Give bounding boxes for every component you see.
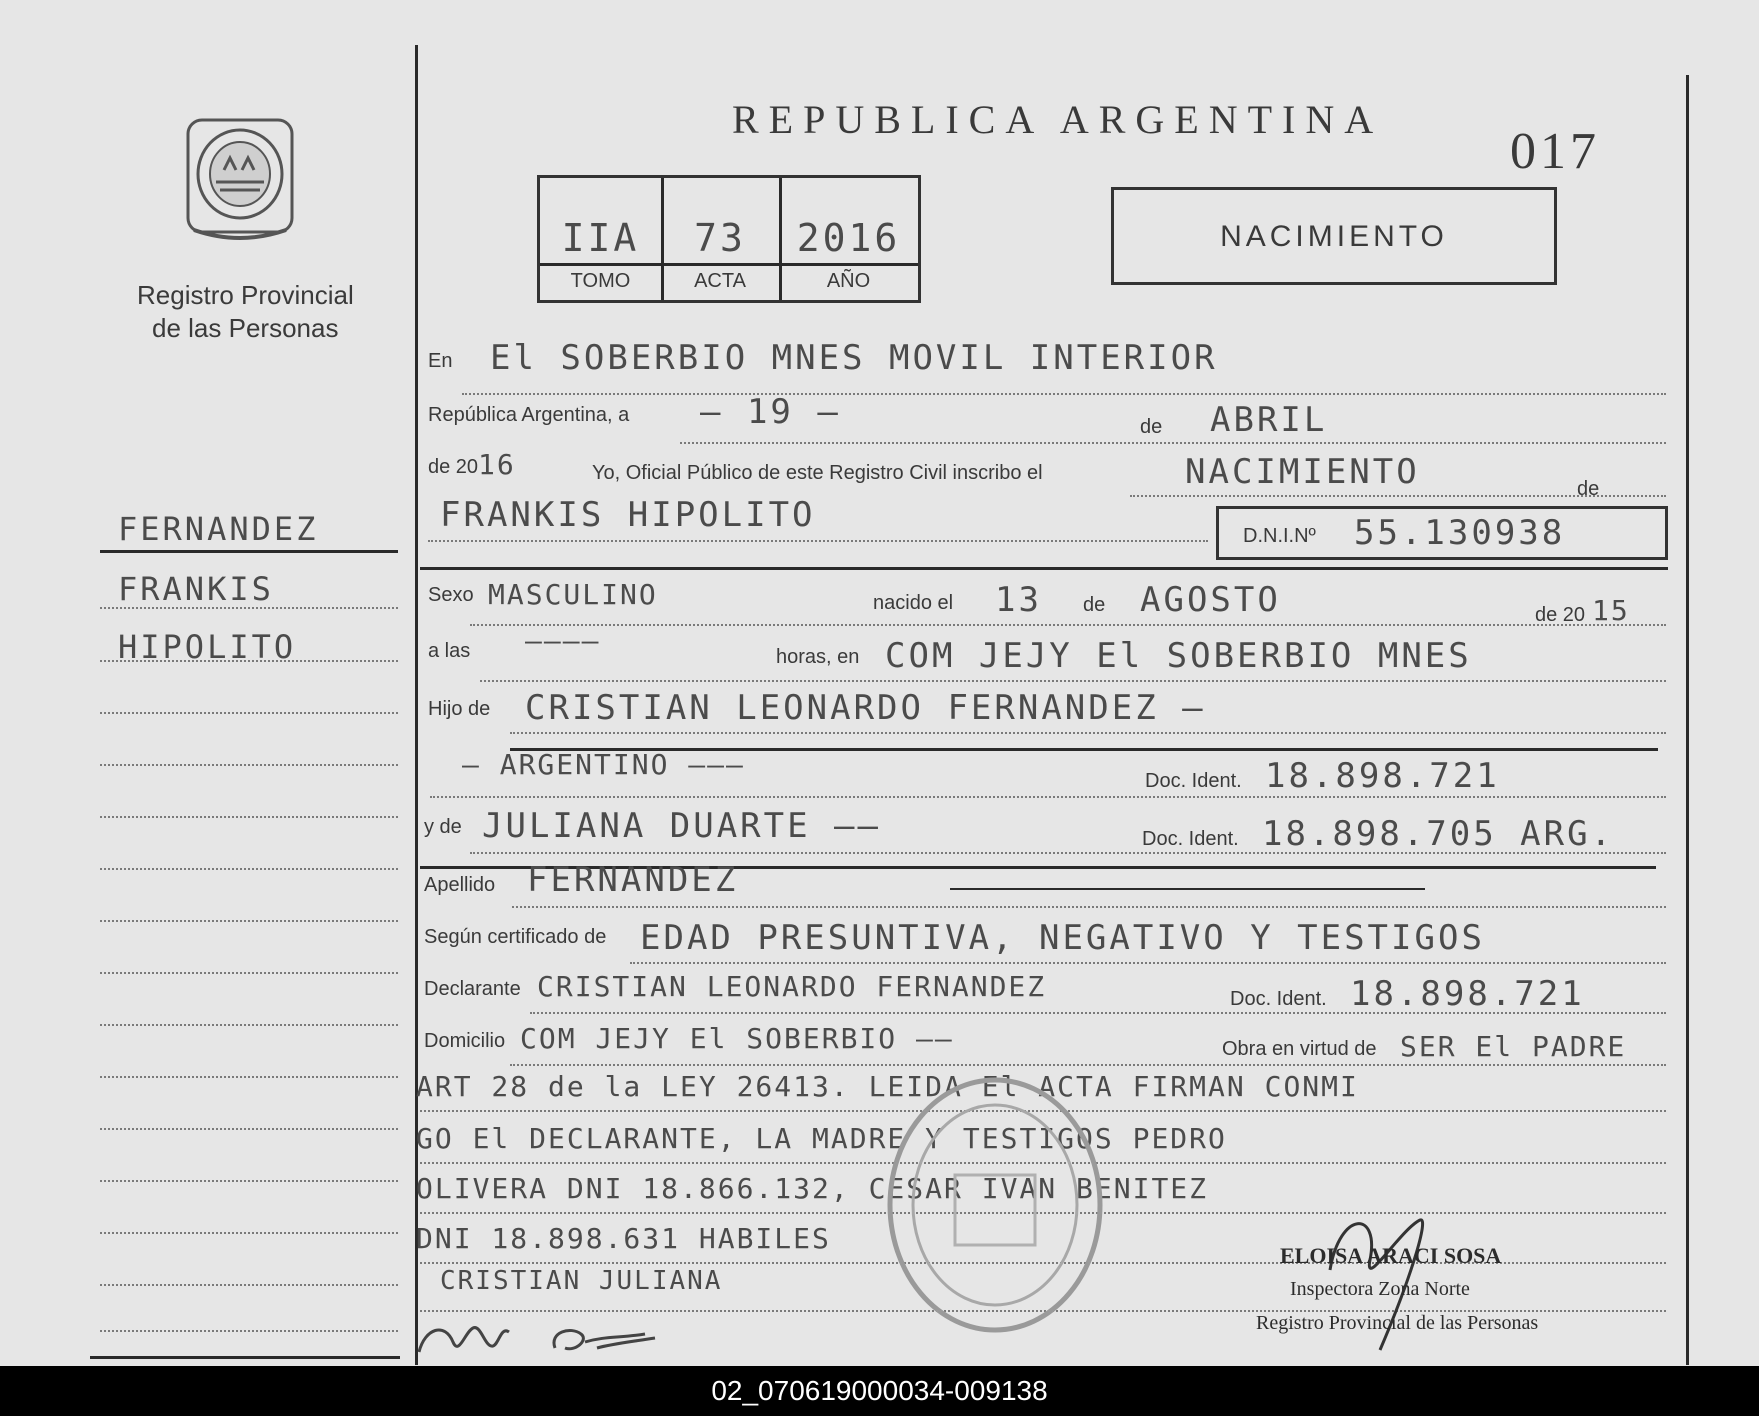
birth-year-prefix: de 20: [1535, 604, 1586, 626]
hours-value: ————: [525, 624, 601, 657]
official-title: Inspectora Zona Norte: [1290, 1278, 1470, 1300]
left-column-divider: [415, 45, 418, 1365]
margin-bottom-rule: [90, 1356, 400, 1359]
province-seal-icon: [180, 112, 300, 252]
month-value: ABRIL: [1210, 400, 1328, 440]
birth-day: 13: [995, 580, 1042, 620]
margin-rule: [100, 1076, 398, 1078]
de-label-3: de: [1083, 594, 1106, 616]
official-name: ELOISA ARACI SOSA: [1280, 1243, 1502, 1268]
form-rule: [510, 732, 1666, 734]
margin-rule: [100, 1284, 398, 1286]
domicilio-value: COM JEJY El SOBERBIO ——: [520, 1022, 954, 1055]
margin-rule: [100, 764, 398, 766]
birth-place: COM JEJY El SOBERBIO MNES: [885, 636, 1472, 676]
ano-value: 2016: [796, 216, 901, 260]
acta-value: 73: [694, 216, 746, 260]
margin-name1: FRANKIS: [118, 570, 274, 608]
apellido-label: Apellido: [424, 874, 496, 896]
year-prefix: de 20: [428, 456, 479, 478]
right-page-border: [1686, 75, 1689, 1365]
sexo-label: Sexo: [428, 584, 474, 606]
child-name: FRANKIS HIPOLITO: [440, 495, 816, 535]
domicilio-label: Domicilio: [424, 1030, 506, 1052]
en-value: El SOBERBIO MNES MOVIL INTERIOR: [490, 338, 1218, 378]
margin-rule: [100, 920, 398, 922]
declarante-value: CRISTIAN LEONARDO FERNANDEZ: [537, 970, 1047, 1003]
notes-line-1: ART 28 de la LEY 26413. LEIDA El ACTA FIRMAN CONMI: [416, 1070, 1359, 1103]
dni-box: [1216, 506, 1668, 560]
segun-label: Según certificado de: [424, 926, 607, 948]
margin-rule: [100, 816, 398, 818]
form-rule: [1130, 495, 1666, 497]
doc-ident-label-3: Doc. Ident.: [1230, 988, 1327, 1010]
margin-underline: [100, 550, 398, 553]
dni-value: 55.130938: [1354, 513, 1566, 553]
republica-label: República Argentina, a: [428, 404, 630, 426]
registry-name-line1: Registro Provincial: [137, 280, 354, 310]
oficial-text: Yo, Oficial Público de este Registro Civil inscribo el: [592, 462, 1043, 484]
apellido-dash: [950, 888, 1425, 890]
yde-label: y de: [424, 816, 462, 838]
margin-rule: [100, 712, 398, 714]
en-label: En: [428, 350, 453, 372]
margin-rule: [100, 1330, 398, 1332]
notes-line-3: OLIVERA DNI 18.866.132, CESAR IVAN BENITEZ: [416, 1172, 1209, 1205]
margin-surname: FERNANDEZ: [118, 510, 319, 548]
sexo-value: MASCULINO: [488, 578, 658, 611]
doc-ident-label: Doc. Ident.: [1145, 770, 1242, 792]
obra-value: SER El PADRE: [1400, 1030, 1627, 1063]
acta-label: ACTA: [694, 270, 746, 292]
declarante-doc: 18.898.721: [1350, 974, 1585, 1014]
mother-name: JULIANA DUARTE ——: [482, 806, 881, 846]
de-label-2: de: [1577, 478, 1600, 500]
tomo-acta-ano-box: [537, 175, 921, 303]
notes-line-5: CRISTIAN JULIANA: [440, 1266, 723, 1296]
form-rule: [530, 1012, 1666, 1014]
form-rule: [470, 624, 1666, 626]
margin-name2: HIPOLITO: [118, 628, 297, 666]
tomo-label: TOMO: [570, 270, 631, 292]
margin-rule: [100, 868, 398, 870]
horas-label: horas, en: [776, 646, 860, 668]
form-rule: [510, 1064, 1666, 1066]
margin-rule: [100, 1024, 398, 1026]
obra-label: Obra en virtud de: [1222, 1038, 1377, 1060]
registry-name-line2: de las Personas: [152, 313, 339, 343]
tomo-value: IIA: [561, 216, 640, 260]
form-rule: [462, 393, 1666, 395]
page-number: 017: [1510, 123, 1600, 180]
doc-ident-label-2: Doc. Ident.: [1142, 828, 1239, 850]
hijo-label: Hijo de: [428, 698, 491, 720]
birth-month: AGOSTO: [1140, 580, 1281, 620]
record-type-box: [1111, 187, 1557, 285]
form-rule: [512, 906, 1666, 908]
margin-rule: [100, 1232, 398, 1234]
form-rule: [428, 540, 1208, 542]
acto-value: NACIMIENTO: [1185, 452, 1420, 492]
file-id-bar: 02_070619000034-009138: [0, 1366, 1759, 1416]
form-rule: [480, 680, 1666, 682]
declarant-signatures: [415, 1308, 675, 1362]
form-rule: [470, 852, 1666, 854]
record-type-label: NACIMIENTO: [1220, 220, 1448, 253]
year-suffix: 16: [478, 448, 516, 481]
segun-value: EDAD PRESUNTIVA, NEGATIVO Y TESTIGOS: [640, 918, 1485, 958]
margin-rule: [100, 1128, 398, 1130]
birth-year-suffix: 15: [1592, 594, 1630, 627]
margin-rule: [100, 972, 398, 974]
father-doc: 18.898.721: [1265, 756, 1500, 796]
form-rule: [430, 796, 1666, 798]
official-stamp-icon: [880, 1070, 1110, 1340]
de-label: de: [1140, 416, 1163, 438]
ano-label: AÑO: [826, 270, 871, 292]
form-rule: [630, 962, 1666, 964]
mother-doc: 18.898.705 ARG.: [1262, 814, 1615, 854]
apellido-value: FERNANDEZ: [527, 860, 739, 900]
notes-line-2: GO El DECLARANTE, LA MADRE Y TESTIGOS PEDRO: [416, 1122, 1227, 1155]
day-value: — 19 —: [700, 392, 841, 432]
section-rule: [420, 567, 1668, 570]
official-office: Registro Provincial de las Personas: [1256, 1312, 1539, 1334]
father-nationality: — ARGENTINO ———: [462, 748, 745, 781]
margin-rule: [100, 607, 398, 609]
country-title: REPUBLICA ARGENTINA: [732, 97, 1384, 142]
father-name: CRISTIAN LEONARDO FERNANDEZ —: [525, 688, 1206, 728]
declarante-label: Declarante: [424, 978, 521, 1000]
dni-label: D.N.I.Nº: [1243, 525, 1316, 547]
margin-rule: [100, 660, 398, 662]
margin-rule: [100, 1180, 398, 1182]
nacido-label: nacido el: [873, 592, 954, 614]
alas-label: a las: [428, 640, 471, 662]
form-rule: [680, 442, 1666, 444]
notes-line-4: DNI 18.898.631 HABILES: [416, 1222, 831, 1255]
